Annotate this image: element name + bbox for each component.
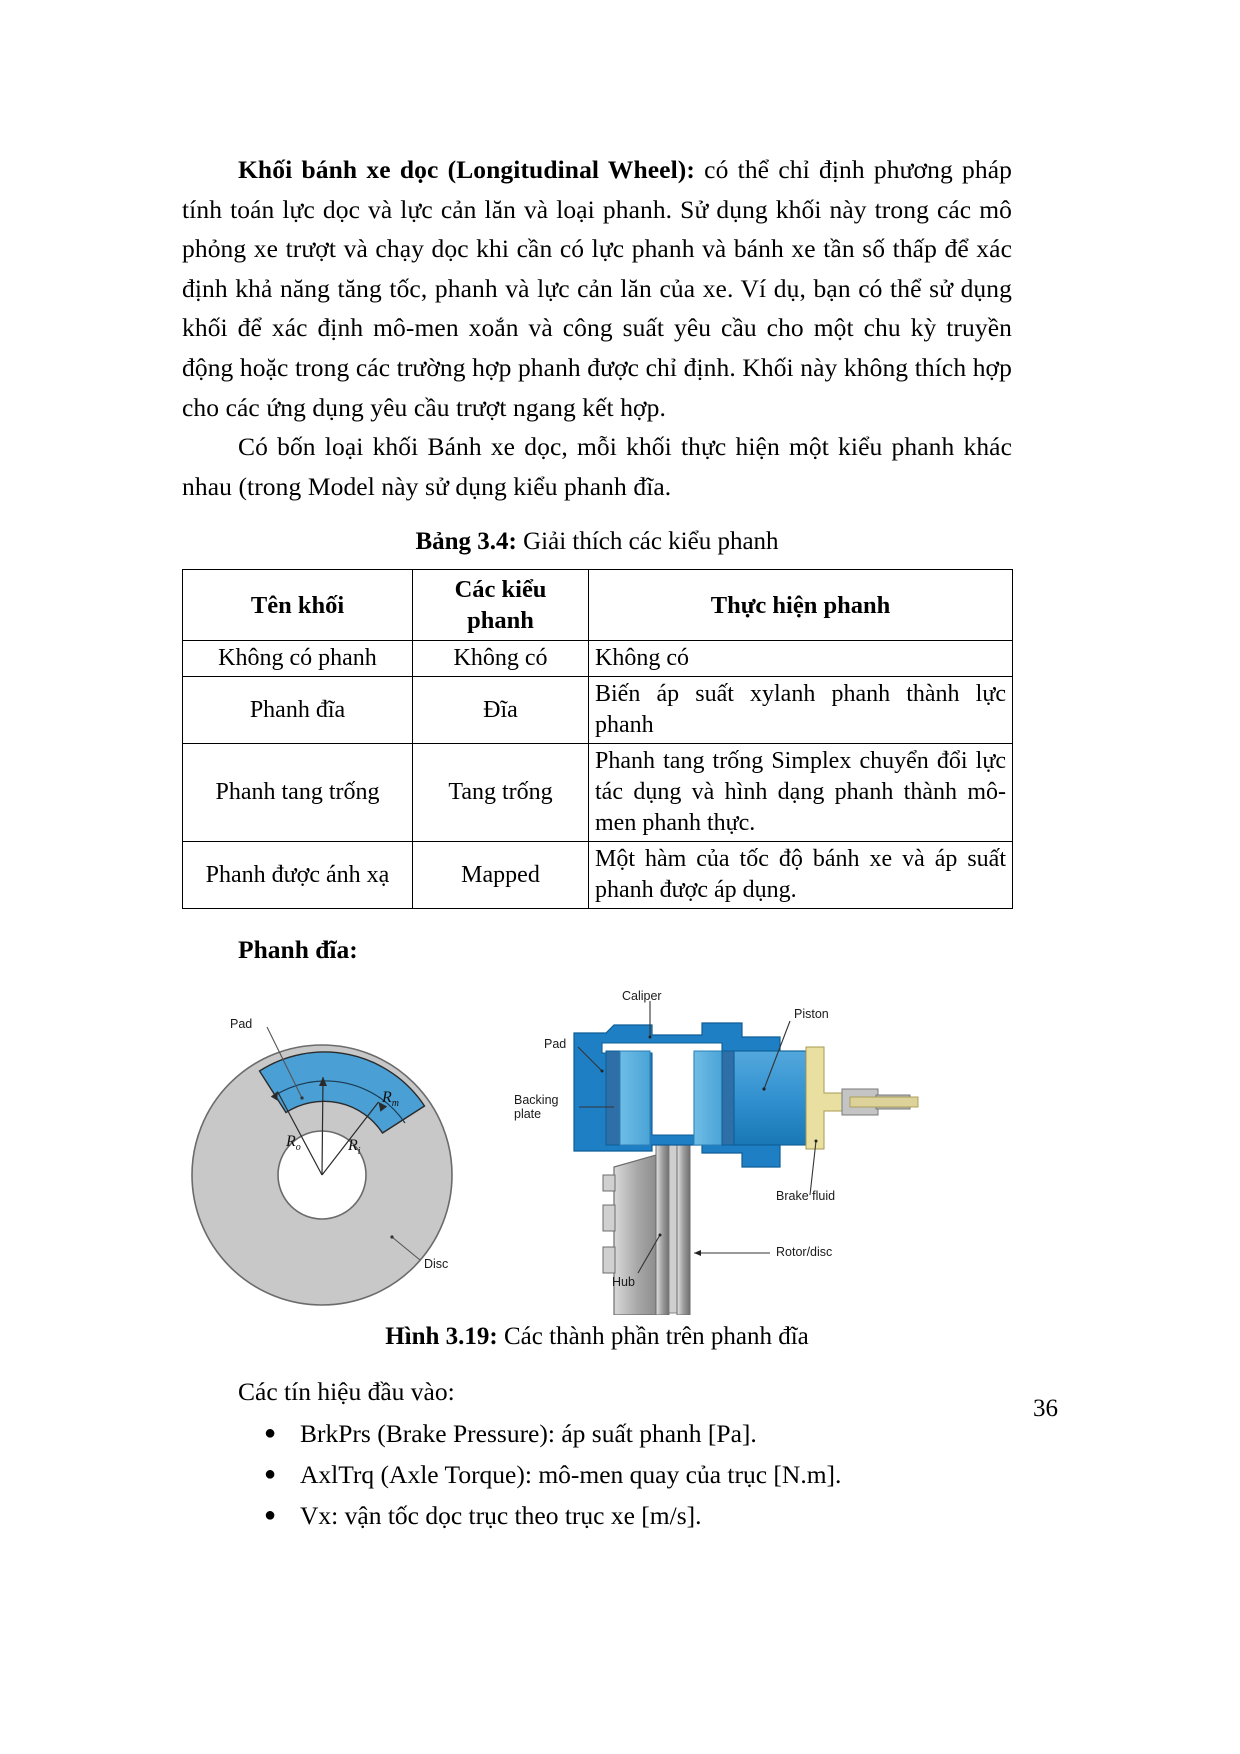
disc-face-view	[192, 1027, 452, 1305]
page-content	[182, 150, 1012, 1536]
table-header-row	[183, 570, 1013, 641]
cell-brake-type: Không có	[413, 641, 589, 677]
list-item	[264, 1413, 1012, 1454]
table-row	[183, 744, 1013, 842]
r-i-label: $R_i$	[348, 1137, 361, 1158]
r-o-label: $R_o$	[286, 1133, 301, 1154]
caliper-label: Caliper	[622, 989, 662, 1004]
cell-implementation: Không có	[589, 641, 1013, 677]
table-caption	[182, 528, 1012, 556]
table-row	[183, 677, 1013, 744]
paragraph-brake-types	[182, 427, 1012, 506]
input-signals-lead: Các tín hiệu đầu vào:	[238, 1377, 455, 1407]
brake-fluid-label: Brake fluid	[776, 1189, 836, 1204]
table-row	[183, 842, 1013, 909]
backing-plate-label: Backing plate	[514, 1093, 559, 1122]
list-item	[264, 1454, 1012, 1495]
cell-implementation: Phanh tang trống Simplex chuyển đổi lực tác dụng và hình dạng phanh thành mô-men phanh thực.	[589, 744, 1013, 842]
pad-label-left: Pad	[230, 1017, 253, 1032]
cell-implementation: Một hàm của tốc độ bánh xe và áp suất phanh được áp dụng.	[589, 842, 1013, 909]
paragraph-longitudinal-wheel	[182, 150, 1012, 427]
column-header-implementation: Thực hiện phanh	[589, 570, 1013, 641]
piston-label: Piston	[794, 1007, 829, 1022]
brake-types-table	[182, 569, 1013, 909]
paragraph-body-text-2: Có bốn loại khối Bánh xe dọc, mỗi khối thực hiện một kiểu phanh khác nhau (trong Model này sử dụng kiểu phanh đĩa.	[182, 432, 1012, 501]
cell-brake-type: Tang trống	[413, 744, 589, 842]
figure-caption-label: Hình 3.19:	[385, 1323, 498, 1351]
pad-label-right: Pad	[544, 1037, 567, 1052]
list-item-text: BrkPrs (Brake Pressure): áp suất phanh [Pa].	[300, 1419, 757, 1449]
table-caption-label: Bảng 3.4:	[415, 528, 517, 556]
paragraph-body-text: có thể chỉ định phương pháp tính toán lực dọc và lực cản lăn và loại phanh. Sử dụng khối này trong các mô phỏng xe trượt và chạy dọc khi cần có lực phanh và bánh xe tần số thấp để xác định khả năng tăng tốc, phanh và lực cản lăn của xe. Ví dụ, bạn có thể sử dụng khối để xác định mô-men xoắn và công suất yêu cầu cho một chu kỳ truyền động hoặc trong các trường hợp phanh được chỉ định. Khối này không thích hợp cho các ứng dụng yêu cầu trượt ngang kết hợp.	[182, 155, 1012, 422]
cell-implementation: Biến áp suất xylanh phanh thành lực phanh	[589, 677, 1013, 744]
rotor-disc-label: Rotor/disc	[776, 1245, 833, 1260]
figure-caption	[182, 1323, 1012, 1351]
table-row	[183, 641, 1013, 677]
disc-label: Disc	[424, 1257, 449, 1272]
cell-block-name: Phanh được ánh xạ	[183, 842, 413, 909]
cell-block-name: Phanh tang trống	[183, 744, 413, 842]
list-item-text: Vx: vận tốc dọc trục theo trục xe [m/s].	[300, 1501, 702, 1531]
list-item-text: AxlTrq (Axle Torque): mô-men quay của trục [N.m].	[300, 1460, 842, 1490]
cell-brake-type: Mapped	[413, 842, 589, 909]
table-caption-text: Giải thích các kiểu phanh	[516, 528, 779, 556]
disc-brake-diagram-svg	[182, 985, 1012, 1315]
column-header-block-name: Tên khối	[183, 570, 413, 641]
column-header-brake-type: Các kiểu phanh	[413, 570, 589, 641]
cell-block-name: Phanh đĩa	[183, 677, 413, 744]
caliper-cross-section-view	[574, 1001, 918, 1315]
figure-disc-brake-components	[182, 985, 1012, 1315]
input-signals-list	[182, 1413, 1012, 1536]
page-number: 36	[1033, 1395, 1058, 1422]
bullet-icon: ●	[264, 1422, 277, 1445]
r-m-label: $R_m$	[382, 1089, 400, 1110]
bullet-icon: ●	[264, 1504, 277, 1527]
list-item	[264, 1495, 1012, 1536]
cell-brake-type: Đĩa	[413, 677, 589, 744]
hub-label: Hub	[612, 1275, 635, 1290]
bullet-icon: ●	[264, 1463, 277, 1486]
subheading-disc-brake: Phanh đĩa:	[238, 935, 358, 965]
paragraph-lead-bold: Khối bánh xe dọc (Longitudinal Wheel):	[238, 155, 695, 184]
figure-caption-text: Các thành phần trên phanh đĩa	[497, 1323, 809, 1351]
cell-block-name: Không có phanh	[183, 641, 413, 677]
